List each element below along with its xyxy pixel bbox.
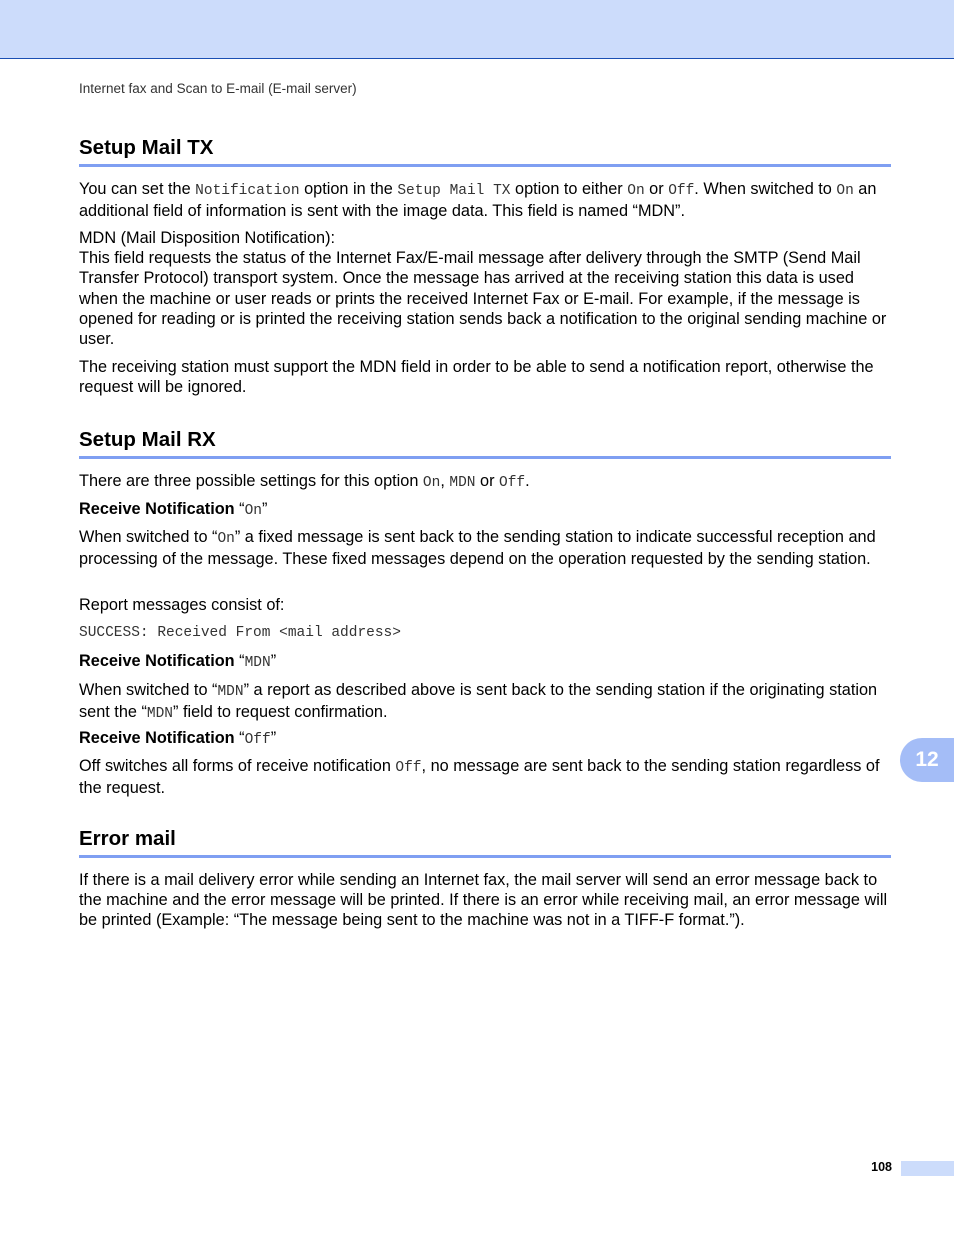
tx-paragraph-3: The receiving station must support the MDN field in order to be able to send a notification report, otherwise the request will be ignored.: [79, 358, 874, 397]
code-on: On: [836, 183, 854, 199]
section-title-setup-mail-tx: Setup Mail TX: [79, 136, 891, 167]
code-setup-mail-tx: Setup Mail TX: [397, 183, 511, 199]
tx-paragraph-mdn: MDN (Mail Disposition Notification): This field requests the status of the Internet Fax/E-mail message after delivery through the SMTP (Send Mail Transfer Protocol) transport system. Once the message has arrived at the receiving station this data is used when the machine or user reads or prints the received Internet Fax or E-mail. For example, if the message is opened for reading or is printed the receiving station sends back a notification to the original sending machine or user.: [79, 229, 887, 349]
rx-on-heading: Receive Notification “On”: [79, 500, 268, 519]
rx-intro: There are three possible settings for this option On, MDN or Off.: [79, 472, 530, 491]
chapter-tab: 12: [900, 738, 954, 782]
header-band: [0, 0, 954, 59]
rx-report-intro: Report messages consist of:: [79, 596, 285, 614]
code-off: Off: [668, 183, 695, 199]
section-title-setup-mail-rx: Setup Mail RX: [79, 428, 891, 459]
rx-report-example: SUCCESS: Received From <mail address>: [79, 625, 401, 641]
section-title-error-mail: Error mail: [79, 827, 891, 858]
code-notification: Notification: [195, 183, 300, 199]
rx-mdn-body: When switched to “MDN” a report as described above is sent back to the sending station if the originating station sent the “MDN” field to request confirmation.: [79, 681, 878, 723]
rx-off-body: Off switches all forms of receive notification Off, no message are sent back to the sending station regardless of the request.: [79, 757, 880, 798]
tx-paragraph-1: You can set the Notification option in the Setup Mail TX option to either On or Off. When switched to On an additional field of information is sent with the image data. This field is named “MDN”.: [79, 180, 877, 221]
error-mail-body: If there is a mail delivery error while sending an Internet fax, the mail server will send an error message back to the machine and the error message will be printed. If there is an error while receiving mail, an error message will be printed (Example: “The message being sent to the machine was not in a TIFF-F format.”).: [79, 871, 888, 930]
running-header: Internet fax and Scan to E-mail (E-mail server): [79, 81, 357, 96]
page-number-bar: [901, 1161, 954, 1176]
code-on: On: [627, 183, 645, 199]
page-number: 108: [871, 1160, 892, 1174]
rx-mdn-heading: Receive Notification “MDN”: [79, 652, 277, 671]
rx-off-heading: Receive Notification “Off”: [79, 729, 277, 748]
rx-on-body: When switched to “On” a fixed message is sent back to the sending station to indicate successful reception and processing of the message. These fixed messages depend on the operation requested by the sending station.: [79, 528, 876, 569]
